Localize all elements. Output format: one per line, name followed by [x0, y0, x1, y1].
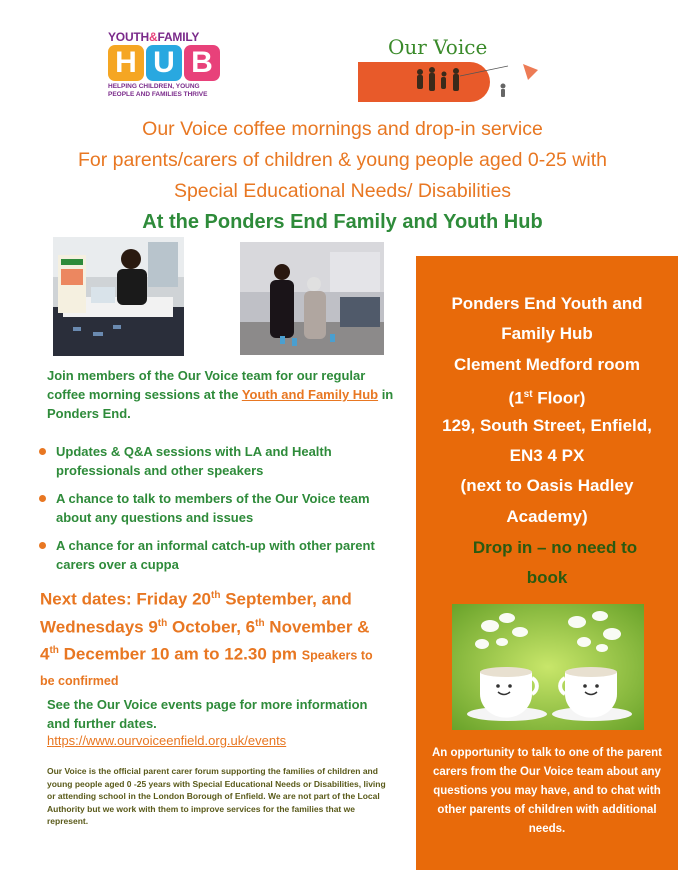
intro-suffix: in Ponders End. [47, 387, 394, 421]
hub-logo-letter-u: U [146, 45, 182, 81]
bullet-dot-icon [39, 495, 46, 502]
hub-logo-word-family: FAMILY [157, 30, 200, 44]
dates-part-2: September, and Wednesdays 9 [40, 589, 352, 637]
hub-logo-word-youth: YOUTH [108, 30, 150, 44]
hub-logo-tagline-2: PEOPLE AND FAMILIES THRIVE [108, 91, 208, 98]
dropin-line-2: book [526, 568, 568, 587]
list-item [38, 442, 393, 480]
speakers-note: Speakers to be confirmed [40, 648, 373, 688]
events-link[interactable]: https://www.ourvoiceenfield.org.uk/events [47, 733, 287, 748]
photo-stall [53, 237, 184, 356]
panel-note: An opportunity to talk to one of the parent carers from the Our Voice team about any questions you may have, and to chat with other parents of children with additional needs. [432, 747, 662, 835]
dates-sup-4: th [49, 645, 59, 657]
hub-logo-title [108, 30, 228, 44]
venue-line-7: (next to Oasis Hadley [460, 476, 634, 495]
coffee-cups-image [452, 604, 644, 730]
heading-line-1: Our Voice coffee mornings and drop-in service [142, 118, 543, 140]
heading-line-2: For parents/carers of children & young people aged 0-25 with [78, 149, 607, 171]
location-heading: At the Ponders End Family and Youth Hub [142, 211, 543, 233]
hub-logo-letter-b: B [184, 45, 220, 81]
footnote: Our Voice is the official parent carer forum supporting the families of children and young people aged 0 -25 years with Special Educational Needs or Disabilities, living or attending school in the London Borough of Enfield. We are not part of the Local Authority but we work with them to improve services for the families that we represent. [47, 766, 386, 826]
intro-paragraph [47, 366, 397, 423]
next-dates [40, 584, 390, 693]
dropin-line-1: Drop in – no need to [472, 538, 638, 557]
hub-logo-letters [108, 45, 228, 81]
our-voice-logo-title: Our Voice [388, 35, 488, 59]
youth-family-hub-logo [108, 30, 228, 110]
venue-line-3: Clement Medford room [453, 355, 641, 374]
dates-part-3: October, 6 [167, 617, 256, 637]
dates-sup-3: th [255, 617, 265, 629]
dates-part-5: December 10 am to 12.30 pm [58, 644, 302, 664]
bullet-text: A chance to talk to members of the Our Voice team about any questions and issues [56, 491, 370, 525]
venue-floor-pre: (1 [508, 388, 524, 408]
venue-line-5: 129, South Street, Enfield, [442, 416, 652, 435]
venue-line-2: Family Hub [501, 324, 593, 343]
photo-coffee-morning [240, 242, 384, 355]
venue-floor-post: Floor) [532, 388, 586, 408]
hub-link[interactable]: Youth and Family Hub [241, 387, 379, 402]
venue-panel [416, 256, 678, 870]
intro-text: Join members of the Our Voice team for our regular coffee morning sessions at the [47, 368, 366, 402]
venue-line-8: Academy) [506, 507, 588, 526]
events-paragraph: See the Our Voice events page for more information and further dates. [47, 697, 368, 731]
venue-line-1: Ponders End Youth and [451, 294, 643, 313]
list-item [38, 489, 393, 527]
venue-line-4 [416, 380, 678, 414]
bullet-list [38, 442, 393, 583]
bullet-dot-icon [39, 542, 46, 549]
dates-sup-2: th [157, 617, 168, 629]
hub-logo-ampersand: & [149, 30, 158, 44]
dates-part-4: November & 4 [40, 617, 370, 664]
hub-logo-tagline-1: HELPING CHILDREN, YOUNG [108, 83, 200, 90]
bullet-text: Updates & Q&A sessions with LA and Health professionals and other speakers [56, 444, 332, 478]
dates-sup-1: th [211, 590, 221, 601]
venue-line-6: EN3 4 PX [509, 446, 585, 465]
venue-floor-sup: st [523, 389, 533, 400]
dates-part-1: Next dates: Friday 20 [40, 589, 212, 609]
bullet-dot-icon [39, 448, 46, 455]
hub-logo-letter-h: H [108, 45, 144, 81]
heading-line-3: Special Educational Needs/ Disabilities [173, 180, 512, 202]
family-figures-icon [398, 64, 543, 104]
our-voice-logo [358, 30, 543, 104]
list-item [38, 536, 393, 574]
bullet-text: A chance for an informal catch-up with other parent carers over a cuppa [56, 538, 375, 572]
